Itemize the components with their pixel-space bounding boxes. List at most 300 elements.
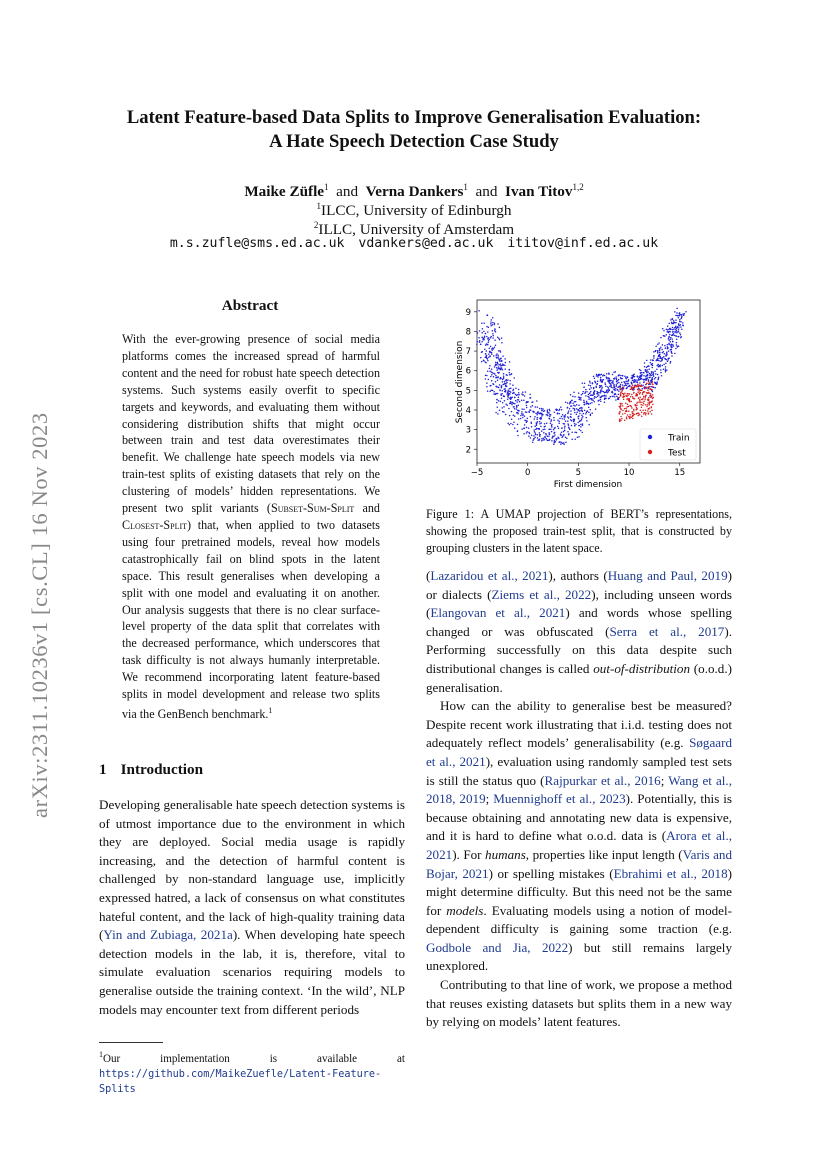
test-point: [625, 402, 627, 404]
train-point: [507, 399, 509, 401]
citation-link[interactable]: Huang and Paul, 2019: [607, 568, 728, 583]
train-point: [666, 334, 668, 336]
train-point: [600, 379, 602, 381]
train-point: [527, 418, 529, 420]
train-point: [581, 407, 583, 409]
citation-link[interactable]: Ebrahimi et al., 2018: [613, 865, 728, 881]
train-point: [523, 399, 525, 401]
train-point: [669, 331, 671, 333]
train-point: [679, 321, 681, 323]
train-point: [542, 439, 544, 441]
train-point: [608, 387, 610, 389]
train-point: [574, 396, 576, 398]
test-point: [645, 414, 647, 416]
train-point: [503, 395, 505, 397]
train-point: [490, 336, 492, 338]
citation-link[interactable]: Varis and Bojar, 2021: [426, 846, 732, 881]
train-point: [564, 426, 566, 428]
train-point: [595, 382, 597, 384]
train-point: [674, 335, 676, 337]
train-point: [540, 418, 542, 420]
train-point: [584, 402, 586, 404]
train-point: [671, 338, 673, 340]
train-point: [510, 423, 512, 425]
test-point: [625, 411, 627, 413]
train-point: [576, 432, 578, 434]
train-point: [677, 336, 679, 338]
train-point: [485, 362, 487, 364]
train-point: [655, 383, 657, 385]
train-point: [502, 402, 504, 404]
train-point: [499, 350, 501, 352]
citation-link[interactable]: Ziems et al., 2022: [491, 586, 592, 602]
train-point: [501, 337, 503, 339]
train-point: [665, 347, 667, 349]
train-point: [506, 385, 508, 387]
train-point: [605, 386, 607, 388]
train-point: [534, 416, 536, 418]
train-point: [681, 316, 683, 318]
train-point: [593, 376, 595, 378]
train-point: [671, 355, 673, 357]
train-point: [500, 367, 502, 369]
train-point: [517, 413, 519, 415]
train-point: [608, 389, 610, 391]
train-point: [643, 372, 645, 374]
train-point: [660, 357, 662, 359]
train-point: [537, 434, 539, 436]
train-point: [580, 430, 582, 432]
train-point: [643, 381, 645, 383]
train-point: [678, 329, 680, 331]
train-point: [589, 389, 591, 391]
train-point: [662, 344, 664, 346]
train-point: [479, 340, 481, 342]
train-point: [516, 406, 518, 408]
train-point: [677, 346, 679, 348]
train-point: [518, 410, 520, 412]
train-point: [486, 386, 488, 388]
test-point: [624, 392, 626, 394]
test-point: [637, 388, 639, 390]
test-point: [641, 406, 643, 408]
train-point: [612, 387, 614, 389]
train-point: [509, 424, 511, 426]
train-point: [660, 372, 662, 374]
train-point: [488, 337, 490, 339]
train-point: [673, 322, 675, 324]
citation-link[interactable]: Søgaard et al., 2021: [426, 735, 732, 769]
train-point: [656, 369, 658, 371]
train-point: [598, 374, 600, 376]
train-point: [611, 386, 613, 388]
test-point: [647, 389, 649, 391]
train-point: [581, 414, 583, 416]
train-point: [500, 363, 502, 365]
train-point: [557, 426, 559, 428]
test-point: [651, 389, 653, 391]
test-point: [646, 383, 648, 385]
train-point: [580, 410, 582, 412]
train-point: [484, 349, 486, 351]
citation-link[interactable]: Serra et al., 2017: [609, 623, 725, 639]
train-point: [517, 430, 519, 432]
train-point: [574, 423, 576, 425]
citation-link[interactable]: Yin and Zubiaga, 2021a: [103, 927, 233, 943]
train-point: [578, 409, 580, 411]
train-point: [485, 378, 487, 380]
test-point: [622, 396, 624, 398]
train-point: [644, 366, 646, 368]
train-point: [604, 401, 606, 403]
train-point: [513, 392, 515, 394]
train-point: [534, 431, 536, 433]
train-point: [492, 333, 494, 335]
train-point: [541, 410, 543, 412]
train-point: [583, 400, 585, 402]
train-point: [648, 368, 650, 370]
train-point: [627, 383, 629, 385]
paper-title: [60, 106, 768, 154]
train-point: [662, 328, 664, 330]
train-point: [490, 376, 492, 378]
train-point: [618, 393, 620, 395]
test-point: [624, 413, 626, 415]
train-point: [593, 388, 595, 390]
train-point: [506, 374, 508, 376]
train-point: [606, 389, 608, 391]
test-point: [648, 404, 650, 406]
train-point: [574, 412, 576, 414]
citation-link[interactable]: Wang et al., 2018, 2019: [426, 772, 732, 807]
train-point: [539, 438, 541, 440]
train-point: [590, 391, 592, 393]
citation-link[interactable]: Rajpurkar et al., 2016: [544, 772, 661, 788]
train-point: [486, 382, 488, 384]
train-point: [509, 388, 511, 390]
train-point: [594, 391, 596, 393]
train-point: [537, 421, 539, 423]
train-point: [606, 378, 608, 380]
train-point: [549, 409, 551, 411]
train-point: [522, 417, 524, 419]
y-tick-label: 4: [465, 405, 471, 416]
train-point: [667, 361, 669, 363]
train-point: [550, 420, 552, 422]
train-point: [595, 397, 597, 399]
train-point: [599, 385, 601, 387]
train-point: [494, 366, 496, 368]
train-point: [540, 417, 542, 419]
train-point: [581, 417, 583, 419]
test-point: [648, 399, 650, 401]
train-point: [620, 375, 622, 377]
train-point: [594, 396, 596, 398]
train-point: [597, 383, 599, 385]
train-point: [557, 413, 559, 415]
train-point: [537, 406, 539, 408]
train-point: [539, 432, 541, 434]
train-point: [563, 443, 565, 445]
train-point: [544, 410, 546, 412]
train-point: [666, 369, 668, 371]
train-point: [628, 379, 630, 381]
train-point: [578, 396, 580, 398]
train-point: [521, 428, 523, 430]
test-point: [636, 407, 638, 409]
train-point: [601, 385, 603, 387]
train-point: [644, 362, 646, 364]
train-point: [582, 411, 584, 413]
train-point: [590, 409, 592, 411]
test-point: [627, 398, 629, 400]
train-point: [526, 411, 528, 413]
train-point: [553, 420, 555, 422]
train-point: [656, 359, 658, 361]
citation-link[interactable]: Lazaridou et al., 2021: [430, 568, 549, 583]
train-point: [676, 344, 678, 346]
train-point: [494, 394, 496, 396]
train-point: [518, 396, 520, 398]
train-point: [604, 382, 606, 384]
train-point: [564, 415, 566, 417]
train-point: [667, 329, 669, 331]
train-point: [496, 402, 498, 404]
train-point: [552, 437, 554, 439]
train-point: [674, 311, 676, 313]
train-point: [508, 394, 510, 396]
train-point: [679, 319, 681, 321]
test-point: [620, 416, 622, 418]
train-point: [501, 407, 503, 409]
train-point: [669, 362, 671, 364]
train-point: [673, 320, 675, 322]
train-point: [592, 394, 594, 396]
train-point: [491, 368, 493, 370]
citation-link[interactable]: Elangovan et al., 2021: [430, 605, 566, 621]
train-point: [494, 346, 496, 348]
train-point: [582, 382, 584, 384]
train-point: [645, 369, 647, 371]
train-point: [633, 376, 635, 378]
train-point: [645, 377, 647, 379]
train-point: [501, 393, 503, 395]
train-point: [578, 415, 580, 417]
train-point: [519, 401, 521, 403]
train-point: [497, 368, 499, 370]
train-point: [545, 434, 547, 436]
legend-train-label: Train: [668, 433, 690, 444]
train-point: [674, 332, 676, 334]
train-point: [604, 395, 606, 397]
train-point: [613, 378, 615, 380]
test-point: [628, 400, 630, 402]
train-point: [652, 391, 654, 393]
train-point: [549, 414, 551, 416]
train-point: [613, 385, 615, 387]
train-point: [516, 405, 518, 407]
train-point: [647, 371, 649, 373]
train-point: [680, 326, 682, 328]
train-point: [526, 401, 528, 403]
footnote-url-link[interactable]: https://github.com/MaikeZuefle/Latent-Feature-Splits: [99, 1069, 382, 1095]
test-point: [632, 384, 634, 386]
legend-test-marker: [648, 450, 652, 454]
train-point: [542, 414, 544, 416]
x-axis-label: First dimension: [553, 480, 623, 490]
train-point: [646, 375, 648, 377]
train-point: [536, 400, 538, 402]
train-point: [603, 374, 605, 376]
train-point: [588, 412, 590, 414]
train-point: [667, 358, 669, 360]
train-point: [561, 409, 563, 411]
train-point: [622, 384, 624, 386]
train-point: [558, 428, 560, 430]
train-point: [498, 366, 500, 368]
train-point: [558, 421, 560, 423]
train-point: [493, 391, 495, 393]
test-point: [641, 386, 643, 388]
test-point: [648, 397, 650, 399]
train-point: [492, 390, 494, 392]
train-point: [675, 348, 677, 350]
train-point: [481, 351, 483, 353]
train-point: [558, 410, 560, 412]
train-point: [596, 375, 598, 377]
x-tick-label: 5: [575, 468, 582, 478]
train-point: [510, 401, 512, 403]
train-point: [592, 400, 594, 402]
train-point: [668, 338, 670, 340]
train-point: [498, 338, 500, 340]
train-point: [567, 416, 569, 418]
train-point: [562, 414, 564, 416]
train-point: [586, 401, 588, 403]
train-point: [621, 382, 623, 384]
y-tick-label: 5: [465, 386, 471, 397]
train-point: [536, 414, 538, 416]
train-point: [535, 413, 537, 415]
train-point: [526, 405, 528, 407]
train-point: [495, 386, 497, 388]
train-point: [491, 389, 493, 391]
train-point: [495, 362, 497, 364]
x-tick-label: 0: [524, 468, 531, 478]
test-point: [644, 397, 646, 399]
train-point: [541, 408, 543, 410]
footnote-ref: 1: [268, 705, 273, 715]
train-point: [626, 376, 628, 378]
train-point: [505, 414, 507, 416]
train-point: [667, 344, 669, 346]
train-point: [509, 415, 511, 417]
train-point: [491, 319, 493, 321]
test-point: [651, 410, 653, 412]
paragraph-3: Contributing to that line of work, we propose a method that reuses existing datasets but splits them in a new way by relying on models’ latent features.: [426, 977, 732, 1030]
train-point: [536, 422, 538, 424]
test-point: [647, 404, 649, 406]
test-point: [648, 413, 650, 415]
train-point: [678, 331, 680, 333]
train-point: [547, 410, 549, 412]
citation-link[interactable]: Muennighoff et al., 2023: [493, 791, 626, 807]
y-axis-label: Second dimension: [455, 340, 465, 424]
train-point: [528, 435, 530, 437]
citation-link[interactable]: Godbole and Jia, 2022: [426, 939, 569, 955]
test-point: [639, 393, 641, 395]
test-point: [631, 394, 633, 396]
train-point: [605, 398, 607, 400]
train-point: [477, 332, 479, 334]
train-point: [616, 396, 618, 398]
train-point: [574, 401, 576, 403]
train-point: [651, 378, 653, 380]
train-point: [578, 425, 580, 427]
train-point: [483, 331, 485, 333]
train-point: [665, 366, 667, 368]
test-point: [643, 413, 645, 415]
train-point: [608, 373, 610, 375]
train-point: [485, 353, 487, 355]
train-point: [680, 334, 682, 336]
train-point: [663, 368, 665, 370]
train-point: [549, 416, 551, 418]
train-point: [659, 348, 661, 350]
train-point: [677, 315, 679, 317]
citation-link[interactable]: Arora et al., 2021: [426, 828, 732, 862]
train-point: [558, 442, 560, 444]
train-point: [589, 393, 591, 395]
train-point: [558, 413, 560, 415]
train-point: [514, 415, 516, 417]
legend: [640, 429, 696, 460]
train-point: [616, 384, 618, 386]
train-point: [547, 440, 549, 442]
test-point: [641, 411, 643, 413]
train-point: [648, 366, 650, 368]
train-point: [597, 392, 599, 394]
train-point: [531, 426, 533, 428]
train-point: [499, 327, 501, 329]
train-point: [615, 376, 617, 378]
train-point: [610, 380, 612, 382]
test-point: [621, 390, 623, 392]
train-point: [582, 416, 584, 418]
train-point: [579, 429, 581, 431]
train-point: [585, 395, 587, 397]
train-point: [565, 414, 567, 416]
train-point: [579, 408, 581, 410]
train-point: [672, 327, 674, 329]
train-point: [534, 426, 536, 428]
y-tick-label: 9: [465, 307, 471, 318]
y-ticks: [466, 308, 477, 455]
train-point: [606, 392, 608, 394]
train-point: [514, 403, 516, 405]
train-point: [487, 344, 489, 346]
train-point: [512, 424, 514, 426]
train-point: [481, 341, 483, 343]
test-point: [642, 404, 644, 406]
train-point: [504, 381, 506, 383]
train-point: [680, 336, 682, 338]
train-point: [510, 397, 512, 399]
train-point: [496, 357, 498, 359]
train-point: [538, 428, 540, 430]
train-point: [481, 336, 483, 338]
train-point: [476, 344, 478, 346]
